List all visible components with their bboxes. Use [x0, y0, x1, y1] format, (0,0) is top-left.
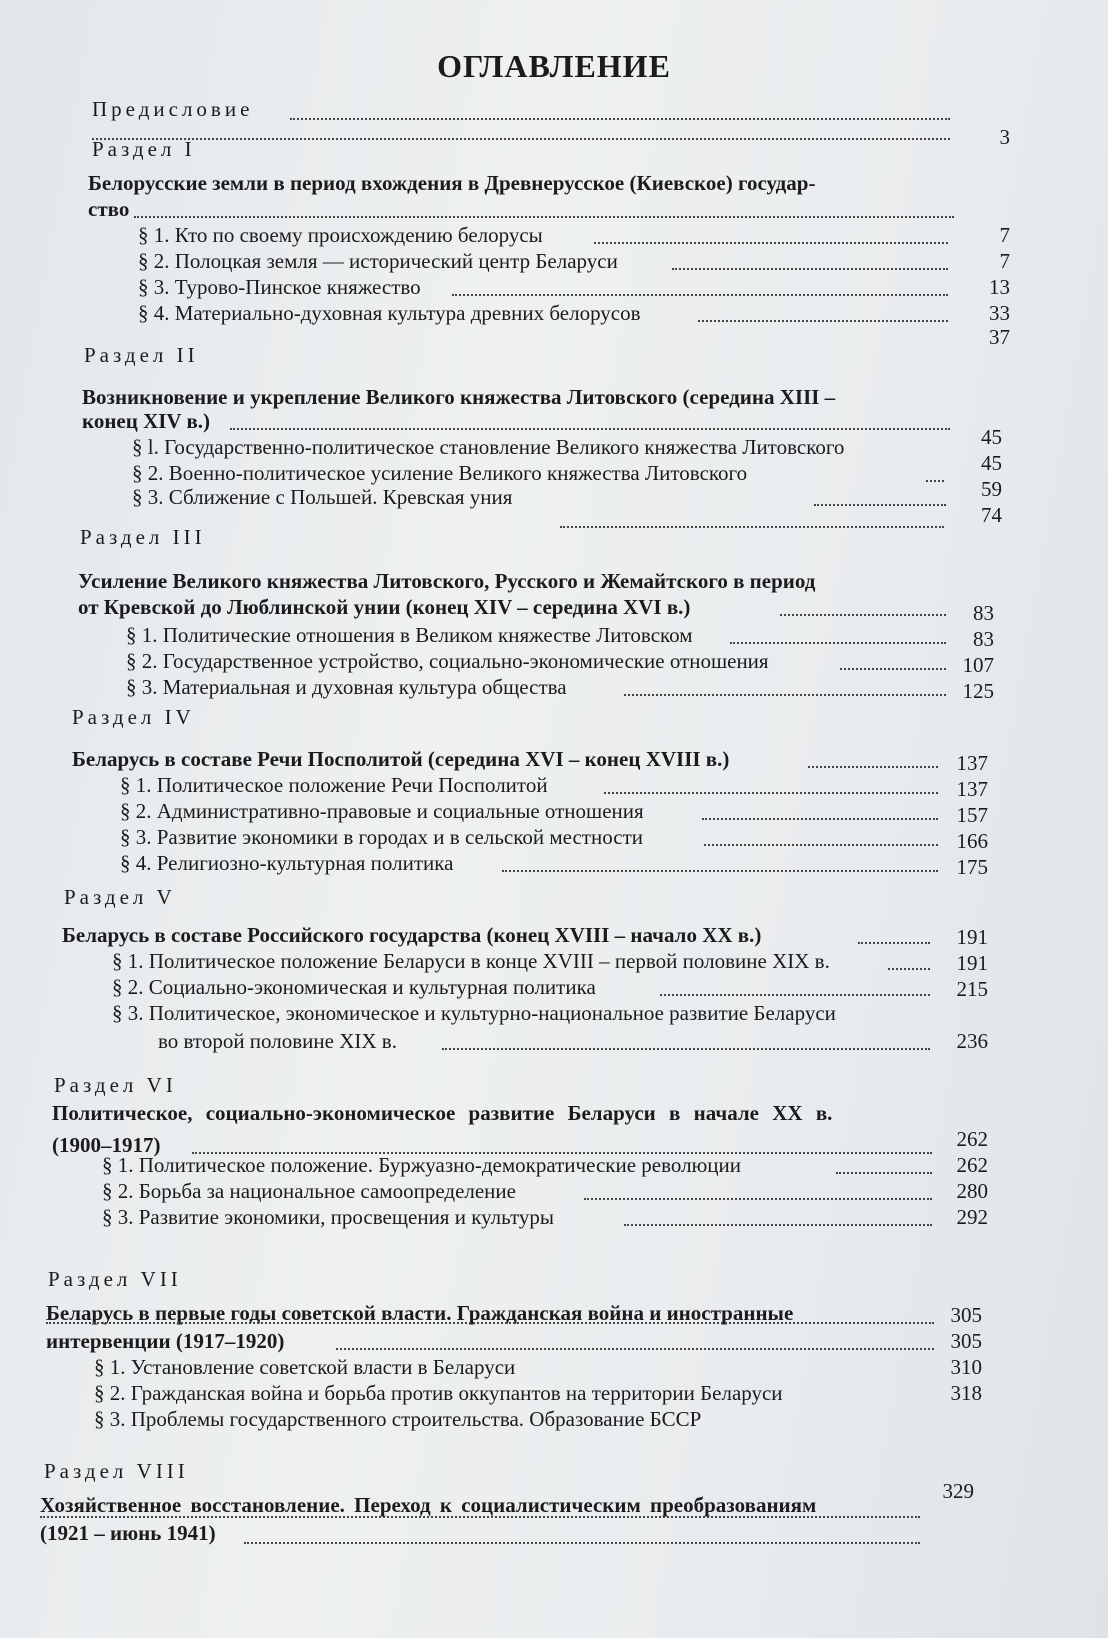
toc-item: § 3. Проблемы государственного строительства. Образование БССР — [94, 1407, 702, 1431]
toc-page: 45 — [981, 451, 1002, 475]
chapter-title: Белорусские земли в период вхождения в Древнерусское (Киевское) государ- — [88, 171, 816, 195]
toc-item: § 2. Полоцкая земля — исторический центр Беларуси — [138, 249, 618, 273]
leader-dots — [336, 1348, 934, 1350]
section-label: Раздел IV — [72, 705, 195, 729]
leader-dots — [702, 818, 938, 820]
toc-item: § 2. Гражданская война и борьба против оккупантов на территории Беларуси — [94, 1381, 783, 1405]
chapter-title: интервенции (1917–1920) — [46, 1329, 285, 1353]
toc-item: во второй половине XIX в. — [158, 1029, 397, 1053]
toc-page: 7 — [999, 223, 1010, 247]
toc-page: 59 — [981, 477, 1002, 501]
toc-page: 157 — [956, 803, 988, 827]
chapter-page: 262 — [956, 1127, 988, 1151]
toc-item: § 1. Установление советской власти в Беларуси — [94, 1355, 516, 1379]
toc-page: 74 — [981, 503, 1002, 527]
preface-page: 3 — [999, 125, 1010, 149]
toc-page: 310 — [950, 1355, 982, 1379]
chapter-title: Беларусь в составе Речи Посполитой (середина XVI – конец XVIII в.) — [72, 747, 730, 771]
toc-page: 262 — [956, 1153, 988, 1177]
chapter-title: конец XIV в.) — [82, 409, 211, 433]
leader-dots — [624, 694, 946, 696]
toc-item: § 1. Политическое положение. Буржуазно-демократические революции — [102, 1153, 741, 1177]
toc-item: § 3. Турово-Пинское княжество — [138, 275, 421, 299]
chapter-page: 191 — [956, 925, 988, 949]
toc-page: 7 — [999, 249, 1010, 273]
leader-dots — [442, 1048, 930, 1050]
toc-item: § l. Государственно-политическое становление Великого княжества Литовского — [132, 435, 845, 459]
leader-dots — [594, 242, 948, 244]
toc-item: § 2. Административно-правовые и социальные отношения — [120, 799, 644, 823]
leader-dots — [92, 138, 950, 140]
leader-dots — [452, 294, 948, 296]
toc-page: 83 — [973, 627, 994, 651]
toc-page: 33 — [989, 301, 1010, 325]
chapter-title: от Кревской до Люблинской унии (конец XIV – середина XVI в.) — [78, 595, 691, 619]
leader-dots — [698, 320, 948, 322]
toc-page: 318 — [950, 1381, 982, 1405]
leader-dots — [840, 668, 946, 670]
chapter-title: Беларусь в составе Российского государства (конец XVIII – начало XX в.) — [62, 923, 762, 947]
toc-item: § 3. Материальная и духовная культура общества — [126, 675, 567, 699]
toc-item: § 2. Военно-политическое усиление Великого княжества Литовского — [132, 461, 748, 485]
leader-dots — [888, 968, 930, 970]
leader-dots — [780, 614, 946, 616]
leader-dots — [46, 1322, 934, 1324]
leader-dots — [40, 1516, 920, 1518]
section-label: Раздел III — [80, 525, 206, 549]
chapter-title: ство — [88, 197, 130, 221]
toc-page: 45 — [981, 425, 1002, 449]
chapter-title: Возникновение и укрепление Великого княжества Литовского (середина XIII – — [82, 385, 836, 409]
chapter-page: 137 — [956, 751, 988, 775]
leader-dots — [290, 118, 950, 120]
toc-page: 236 — [956, 1029, 988, 1053]
section-label: Раздел II — [84, 343, 199, 367]
leader-dots — [560, 526, 944, 528]
leader-dots — [230, 428, 950, 430]
toc-page: 37 — [989, 325, 1010, 349]
chapter-page: 305 — [950, 1303, 982, 1327]
leader-dots — [704, 844, 938, 846]
section-label: Раздел VIII — [44, 1459, 189, 1483]
chapter-title: (1900–1917) — [52, 1133, 161, 1157]
leader-dots — [584, 1198, 932, 1200]
leader-dots — [836, 1172, 932, 1174]
chapter-title: Политическое, социально-экономическое развитие Беларуси в начале XX в. — [52, 1101, 833, 1125]
leader-dots — [808, 766, 938, 768]
toc-item: § 4. Материально-духовная культура древних белорусов — [138, 301, 641, 325]
toc-item: § 1. Политические отношения в Великом княжестве Литовском — [126, 623, 693, 647]
leader-dots — [858, 942, 930, 944]
toc-page: 280 — [956, 1179, 988, 1203]
toc-item: § 2. Государственное устройство, социально-экономические отношения — [126, 649, 769, 673]
toc-page: 191 — [956, 951, 988, 975]
toc-item: § 1. Политическое положение Беларуси в конце XVIII – первой половине XIX в. — [112, 949, 830, 973]
toc-page: 137 — [956, 777, 988, 801]
toc-item: § 3. Развитие экономики, просвещения и культуры — [102, 1205, 554, 1229]
toc-item: § 3. Развитие экономики в городах и в сельской местности — [120, 825, 643, 849]
page-title: ОГЛАВЛЕНИЕ — [437, 48, 671, 84]
toc-item: § 4. Религиозно-культурная политика — [120, 851, 454, 875]
toc-item: § 3. Сближение с Польшей. Кревская уния — [132, 485, 513, 509]
toc-page: 292 — [956, 1205, 988, 1229]
section-label: Раздел VI — [54, 1073, 177, 1097]
toc-item: § 3. Политическое, экономическое и культурно-национальное развитие Беларуси — [112, 1001, 836, 1025]
toc-page: 13 — [989, 275, 1010, 299]
chapter-page: 329 — [942, 1479, 974, 1503]
section-label: Раздел V — [64, 885, 176, 909]
leader-dots — [604, 792, 938, 794]
toc-item: § 1. Политическое положение Речи Посполитой — [120, 773, 548, 797]
chapter-title: Хозяйственное восстановление. Переход к социалистическим преобразованиям — [40, 1493, 817, 1517]
toc-item: § 2. Борьба за национальное самоопределение — [102, 1179, 516, 1203]
toc-page: 107 — [962, 653, 994, 677]
chapter-page: 305 — [950, 1329, 982, 1353]
toc-page: 166 — [956, 829, 988, 853]
preface-label: Предисловие — [92, 97, 254, 121]
leader-dots — [660, 994, 930, 996]
toc-page: 125 — [962, 679, 994, 703]
toc-page: 175 — [956, 855, 988, 879]
chapter-title: Усиление Великого княжества Литовского, Русского и Жемайтского в период — [78, 569, 816, 593]
chapter-title: Беларусь в первые годы советской власти. Гражданская война и иностранные — [46, 1301, 794, 1325]
leader-dots — [134, 216, 954, 218]
leader-dots — [502, 870, 938, 872]
leader-dots — [672, 268, 948, 270]
section-label: Раздел VII — [48, 1267, 182, 1291]
leader-dots — [814, 504, 946, 506]
leader-dots — [624, 1224, 932, 1226]
leader-dots — [244, 1542, 920, 1544]
chapter-title: (1921 – июнь 1941) — [40, 1521, 216, 1545]
section-label: Раздел I — [92, 137, 196, 161]
leader-dots — [730, 642, 946, 644]
chapter-page: 83 — [973, 601, 994, 625]
toc-item: § 1. Кто по своему происхождению белорусы — [138, 223, 543, 247]
toc-page: 215 — [956, 977, 988, 1001]
toc-item: § 2. Социально-экономическая и культурная политика — [112, 975, 596, 999]
